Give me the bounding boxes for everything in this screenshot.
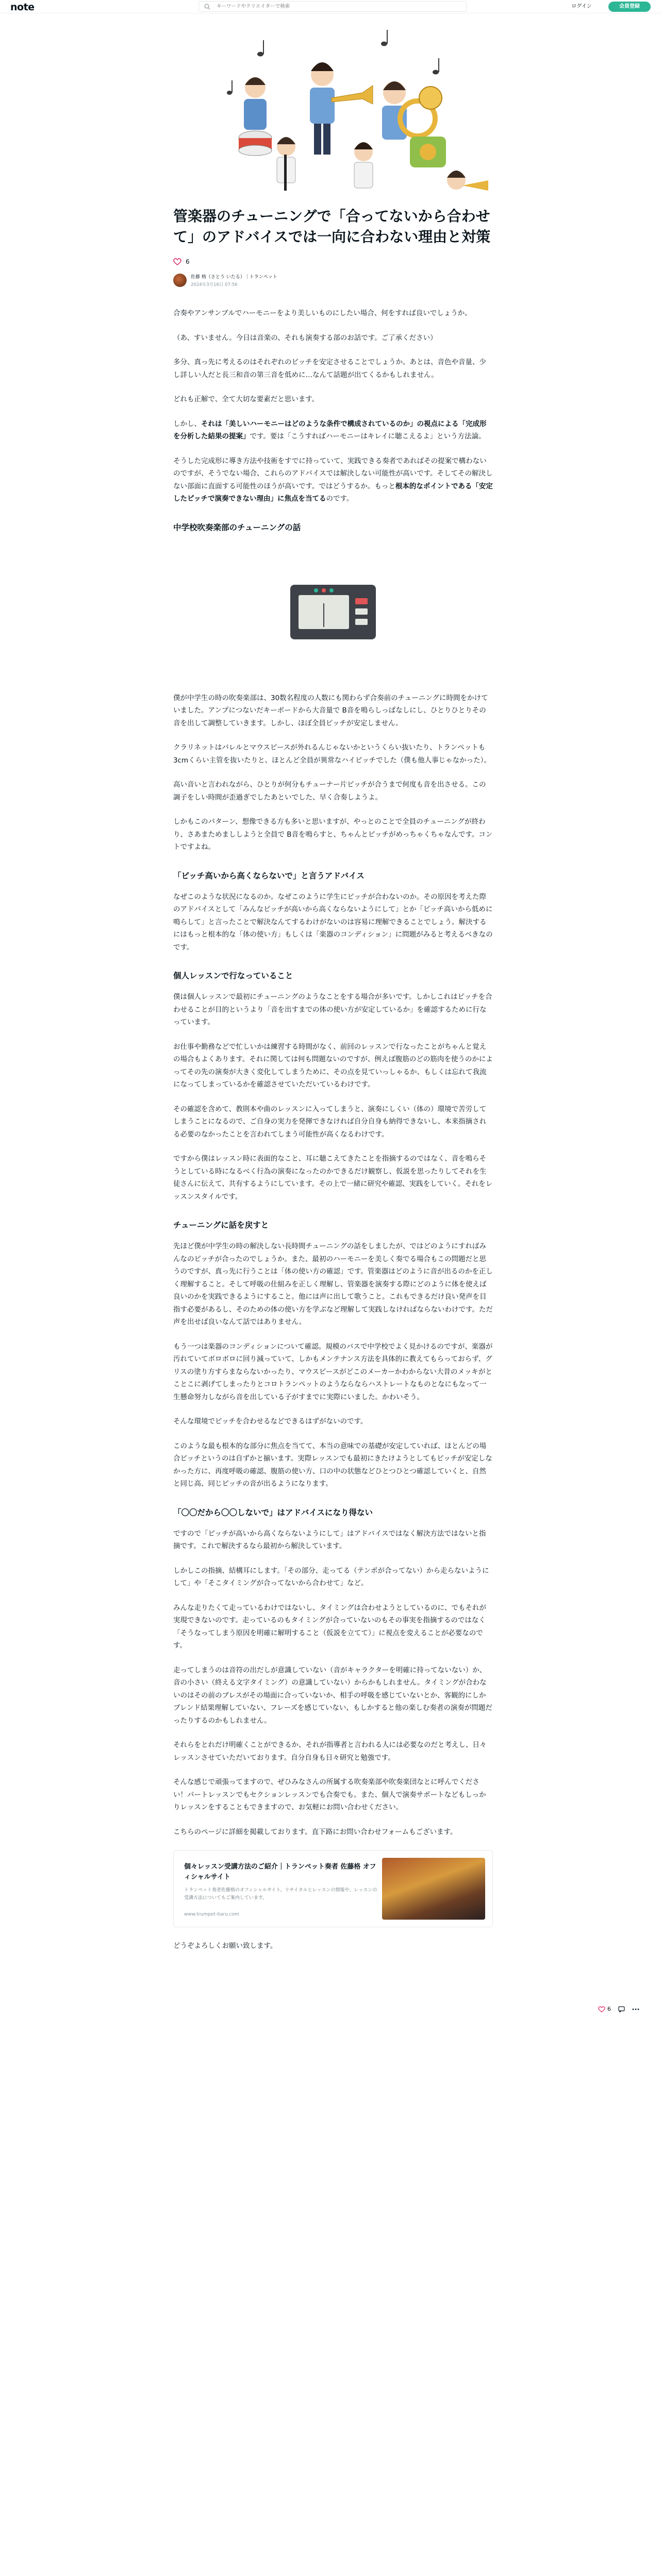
text-span: のです。 — [326, 495, 354, 503]
text-span: そうした完成形に導き方法や技術をすでに持っていて、実践できる奏者であればその提案で構わないのですが、そうでない場合、これらのアドバイスでは解決しない可能性が高いです。そしてその解決しない部面に直面する可能性のほうが高いです。ではどうするか。もっと — [173, 456, 493, 490]
bold-text: それは「美しいハーモニーはどのような条件で構成されているのか」の視点による「完成形を分析した結果の提案」 — [173, 419, 487, 440]
like-count: 6 — [186, 258, 190, 265]
side-like[interactable] — [598, 2006, 611, 2012]
paragraph: （あ、すいません。今日は音楽の、それも演奏する部のお話です。ご了承ください） — [173, 333, 437, 342]
text-span: しかし、 — [173, 419, 201, 428]
paragraph: どれも正解で、全て大切な要素だと思います。 — [173, 395, 319, 403]
paragraph: 多分、真っ先に考えるのはそれぞれのピッチを安定させることでしょうか。あとは、音色や音量、少し詳しい人だと長三和音の第三音を低めに…なんて話題が出てくるかもしれません。 — [173, 358, 486, 379]
note-logo[interactable]: note — [10, 2, 35, 13]
search-icon — [204, 4, 210, 10]
article-title: 管楽器のチューニングで「合ってないから合わせて」のアドバイスでは一向に合わない理由と対策 — [173, 208, 491, 245]
hero-image — [168, 15, 495, 227]
publish-date: 2024年3月16日 07:56 — [191, 282, 238, 287]
paragraph: それらをとれだけ明確くことができるか、それが指導者と言われる人には必要なのだと考えし、日々レッスンさせていただいております。自分自身も日々研究と勉強です。 — [173, 1741, 487, 1762]
paragraph: その確認を含めて、教則本や曲のレッスンに入ってしまうと、演奏にしくい（体の）環境で苦労してしまうことになるので、ご自身の実力を発揮できなければ自分自身も納得できないし、本来指摘される必要のなかったことを言われてしまう可能性が高くなるわけです。 — [173, 1105, 487, 1139]
side-action-bar — [598, 2006, 639, 2012]
link-card-description: トランペット奏者佐藤格のオフィシャルサイト。リサイタルとレッスンの情報や、レッスンの受講方法についてもご案内しています。 — [184, 1888, 377, 1901]
tuner-icon — [289, 584, 377, 640]
paragraph: 合奏やアンサンブルでハーモニーをより美しいものにしたい場合、何をすれば良いでしょうか。 — [173, 309, 472, 317]
paragraph: ですから僕はレッスン時に表面的なこと、耳に聴こえてきたことを指摘するのではなく、音を鳴らそうとしている時になるべく行為の演奏になったのかできるだけ観察し、仮説を思ったりしてそれを生徒さんに伝えて、共有するようにしています。その上で一緒に研究や確認、実践をしていく。それをレッスンスタイルです。 — [173, 1155, 493, 1201]
link-card-url[interactable]: www.trumpet-itaru.com — [184, 1912, 239, 1917]
global-header — [0, 0, 662, 13]
section-heading: 「〇〇だから〇〇しないで」はアドバイスになり得ない — [173, 1507, 373, 1517]
paragraph: そんな環境でピッチを合わせるなどできるはずがないのです。 — [173, 1417, 368, 1426]
link-card-title[interactable]: 個々レッスン受講方法のご紹介｜トランペット奏者 佐藤格 オフィシャルサイト — [184, 1863, 376, 1881]
paragraph: 走ってしまうのは音符の出だしが意識していない（音がキャラクターを明確に持ってないない）か、音の小さい（終える文字タイミング）の意識していない）からかもしれません。タイミングが合わないのはその前のブレスがその場面に合っていないか、相手の呼吸を感じていないとか、客観的にしかブレンド結果理解していない、フレーズを感じていない、もしかすると他の楽しむ奏者の演奏が問題だったりするのかもしれません。 — [173, 1666, 492, 1725]
paragraph: 先ほど僕が中学生の時の解決しない長時間チューニングの話をしましたが、ではどのようにすればみんなのピッチが合ったのでしょうか。また、最初のハーモニーを美しく奏でる場合もこの問題だと思うのですが、真っ先に行うことは「体の使い方の確認」です。管楽器はどのように音が出るのかを正しく理解すること。そして呼吸の仕組みを正しく理解し、管楽器を演奏する際にどのように体を使えば良いのかを実践できるようにすること。他には声に出して歌うこと。これもできるだけ良い発声を目指す必要があるし、そのための体の使い方を学ぶなど理解して実践しなければならないわけです。ただ声を出せば良いなんて話ではありません。 — [173, 1242, 493, 1326]
register-button[interactable]: 会員登録 — [608, 2, 651, 12]
paragraph: しかしこの指摘、結構耳にします。「その部分、走ってる（テンポが合ってない）から走らないようにして」や「そこタイミングが合ってないから合わせて」など。 — [173, 1566, 489, 1587]
paragraph — [173, 455, 493, 505]
paragraph: 僕は個人レッスンで最初にチューニングのようなことをする場合が多いです。しかしこれはピッチを合わせることが目的というより「音を出すまでの体の使い方が安定しているか」を確認するために行なっています。 — [173, 993, 492, 1026]
more-icon[interactable] — [632, 2008, 639, 2010]
section-heading: 中学校吹奏楽部のチューニングの話 — [173, 522, 301, 532]
heart-icon[interactable] — [598, 2006, 605, 2012]
paragraph: クラリネットはバレルとマウスピースが外れるんじゃないかというくらい抜いたり、トランペットも3cmくらい主管を抜いたりと、ほとんど全員が異常なハイピッチでした（僕も他人事じゃなかった）。 — [173, 743, 491, 765]
paragraph: こちらのページに詳細を掲載しております。直下路にお問い合わせフォームもございます。 — [173, 1827, 457, 1836]
paragraph: そんな感じで頑張ってますので、ぜひみなさんの所属する吹奏楽部や吹奏楽団なとに呼んでください！パートレッスンでもセクションレッスンでも合奏でも。また、個人で演奏サポートなどもしっかりレッスンをすることもできますので、お気軽にお問い合わせください。 — [173, 1778, 486, 1811]
paragraph: しかもこのパターン、想像できる方も多いと思いますが、やっとのことで全員のチューニングが終わり、さあまためまししようと全員で B音を鳴らすと、ちゃんとピッチがめっちゃくちゃなんです。コントですよね。 — [173, 818, 493, 851]
band-illustration — [168, 15, 495, 201]
paragraph: このような最も根本的な部分に焦点を当てて、本当の意味での基礎が安定していれば、ほとんどの場合ピッチというのは自ずかと揃います。実際レッスンでも最初にきたけようとしてもピッチが安定しなかった方に、再度呼吸の確認、腹筋の使い方、口の中の状態などひとつひとつ確認していくと、自然と同じ高、同じピッチの音が出るようになります。 — [173, 1442, 492, 1488]
text-span: です。要は「こうすればハーモニーはキレイに聴こえるよ」という方法論。 — [250, 432, 486, 440]
bold-text: 根本的なポイントである「安定したピッチで演奏できない理由」に焦点を当てる — [173, 482, 493, 503]
paragraph: 僕が中学生の時の吹奏楽部は、30数名程度の人数にも関わらず合奏前のチューニングに時間をかけていました。アンプにつないだキーボードから大音量で B音を鳴らしっぱなしにし、ひとりひとりその音を出して調整していきます。しかし、ほぼ全員ピッチが安定しません。 — [173, 693, 488, 727]
section-heading: 個人レッスンで行なっていること — [173, 971, 293, 980]
embedded-link-card[interactable] — [173, 1850, 493, 1927]
section-heading: 「ピッチ高いから高くならないで」と言うアドバイス — [173, 871, 365, 880]
paragraph: どうぞよろしくお願い致します。 — [173, 1942, 277, 1950]
author-name[interactable]: 佐藤 格（さとう いたる）｜トランペット — [191, 275, 277, 280]
search-input[interactable] — [217, 2, 459, 11]
side-like-count: 6 — [607, 2006, 611, 2012]
login-button[interactable]: ログイン — [571, 4, 592, 9]
paragraph: ですので「ピッチが高いから高くならないようにして」はアドバイスではなく解決方法ではないと指摘です。これで解決するなら最初から解決しています。 — [173, 1529, 486, 1550]
paragraph: お仕事や勤務などで忙しいかは練習する時間がなく、前回のレッスンで行なったことがちゃんと覚えの場合もよくあります。それに関しては何も問題ないのですが、例えば腹筋のどの筋肉を使うのかによってその先の演奏が大きく変化してしまうために、その点を見ていっしゃるか、もしくは忘れて我流になってしまっているかを確認させていただいているわけです。 — [173, 1042, 493, 1089]
tuner-image — [173, 543, 493, 682]
paragraph: もう一つは楽器のコンディションについて確認。規模のバスで中学校でよく見かけるのですが、楽器が汚れていてボロボロに回り減っていて、しかもメンテナンス方法を具体的に教えてもらっておらず、グリスの塗り方すらまならないかったり、マウスピースがどこのメーカーかわからない大昔のメッキがとことこに剥げてしまったりとコロトランペットのようならならハストレートなものとなにもなって一生懸命努力しながら音を出している子がすまでに実際にいました。かわいそう。 — [173, 1342, 493, 1401]
section-heading: チューニングに話を戻すと — [173, 1221, 269, 1230]
comment-icon[interactable] — [618, 2006, 625, 2012]
paragraph: なぜこのような状況になるのか。なぜこのように学生にピッチが合わないのか。その原因を考えた際のアドバイスとして「みんなピッチが高いから高くならないようにして」とか「ピッチ高いから低めに鳴らして」と言ったことで解決なんてするわけがないのは容易に理解できることでしょう。解決するにはもっと根本的な「体の使い方」もしくは「楽器のコンディション」に問題がみると考えるべきなのです。 — [173, 892, 493, 952]
article — [173, 206, 493, 1964]
like-row — [173, 257, 493, 267]
link-card-thumbnail[interactable] — [382, 1858, 485, 1920]
paragraph: みんな走りたくて走っているわけではないし、タイミングは合わせようとしているのに、でもそれが実現できないのです。走っているのもタイミングが合っていないのもその事実を指摘するのではなく「そうなってしまう原因を明確に解明すること（仮説を立てて）」に視点を変えることが必要なのです。 — [173, 1603, 486, 1650]
heart-icon[interactable] — [173, 258, 181, 265]
search-box[interactable] — [198, 1, 467, 12]
author-block[interactable] — [173, 272, 493, 289]
avatar[interactable] — [173, 274, 187, 287]
paragraph: 高い音いと言われながら、ひとりが何分もチューナー片ピッチが合うまで何度も音を出させる。この調子をしい時間が歪過ぎでしたあといでした、早く合奏しようよ。 — [173, 781, 486, 802]
article-body — [173, 307, 493, 1953]
paragraph — [173, 418, 493, 443]
